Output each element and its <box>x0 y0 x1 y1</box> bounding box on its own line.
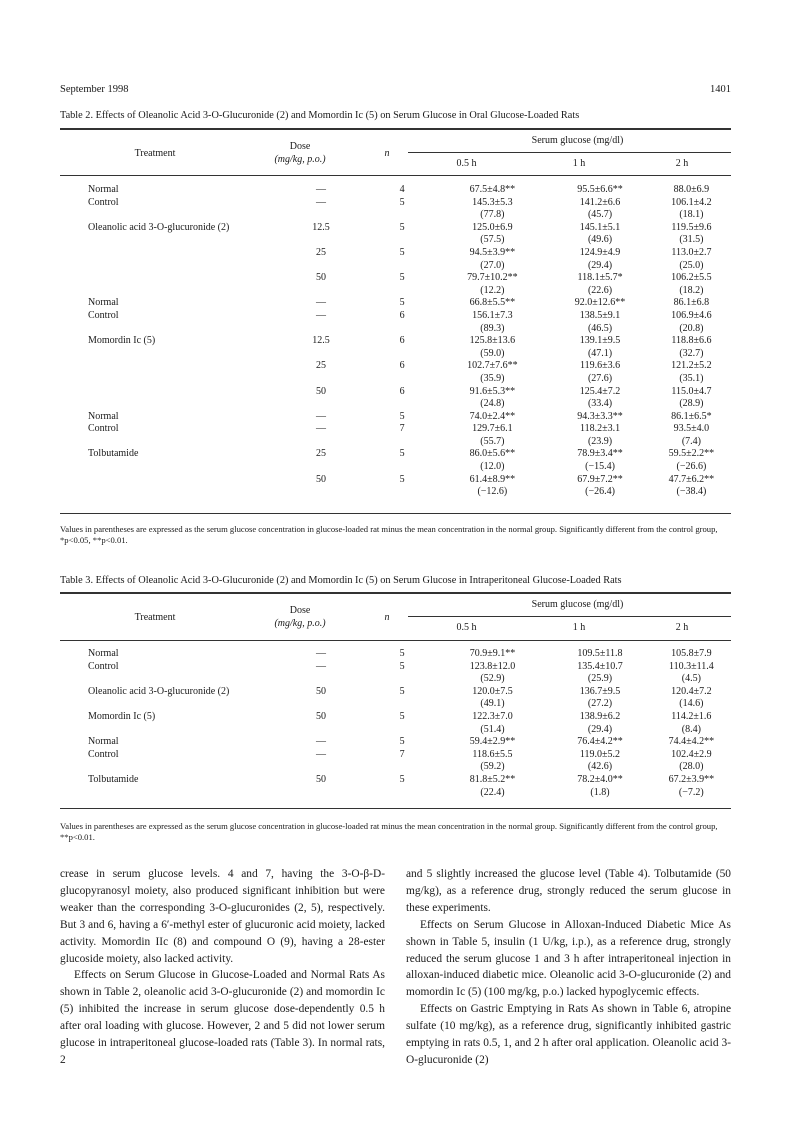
table2-cell-n: 5 <box>399 410 405 422</box>
table2-row <box>60 209 731 222</box>
table3-footnote: Values in parentheses are expressed as the serum glucose concentration in glucose-loaded rat minus the mean concentration in the normal group. Significantly different from the control group, **p<0.01. <box>60 821 718 842</box>
table3-cell-treatment: Control <box>88 748 119 760</box>
table2-row <box>60 386 731 399</box>
table2-header-serum-glucose: Serum glucose (mg/dl) <box>531 135 624 146</box>
table2-cell-n <box>368 436 437 449</box>
table2-row <box>60 373 731 386</box>
table2-cell-glucose-2h: 47.7±6.2** <box>668 473 715 485</box>
table2-row <box>60 222 731 235</box>
table3-row <box>60 648 731 661</box>
table2-cell-glucose-0-5h: (77.8) <box>480 209 505 221</box>
table3-cell-dose: 50 <box>316 685 327 697</box>
table2-cell-treatment <box>60 247 274 260</box>
table2-cell-treatment: Control <box>88 309 119 321</box>
table3-cell-glucose-0-5h: (59.2) <box>480 761 505 773</box>
table2-cell-treatment <box>60 461 274 474</box>
table2-cell-glucose-2h: 121.2±5.2 <box>671 360 712 372</box>
table2-row <box>60 260 731 273</box>
table2-cell-glucose-2h: (−38.4) <box>676 486 707 498</box>
table3-cell-n: 5 <box>399 773 405 785</box>
table2-cell-treatment: Control <box>88 423 119 435</box>
table3-header-dose-unit: (mg/kg, p.o.) <box>274 618 326 629</box>
table2-cell-glucose-2h: (25.0) <box>679 259 704 271</box>
table3-row <box>60 724 731 737</box>
table3-cell-glucose-1h: (29.4) <box>587 723 613 735</box>
table2-cell-dose: — <box>316 410 327 422</box>
table2-header-rule <box>60 175 731 176</box>
table2-row <box>60 360 731 373</box>
table2-cell-treatment <box>60 436 274 449</box>
table2-cell-glucose-0-5h: (57.5) <box>480 234 505 246</box>
table2-cell-glucose-0-5h: 74.0±2.4** <box>469 410 516 422</box>
table2-cell-n <box>368 260 437 273</box>
table2-header-treatment: Treatment <box>134 148 176 159</box>
table3-row <box>60 749 731 762</box>
table2-cell-glucose-2h: (18.1) <box>679 209 704 221</box>
table3-subheader-rule <box>408 616 731 617</box>
table3-cell-glucose-0-5h: 59.4±2.9** <box>469 736 516 748</box>
table2-cell-glucose-1h: 145.1±5.1 <box>579 221 621 233</box>
table2-cell-glucose-1h: 95.5±6.6** <box>577 184 623 195</box>
table3-cell-n <box>368 761 437 774</box>
table2-header-2h: 2 h <box>675 158 689 169</box>
table3-cell-glucose-2h: (14.6) <box>679 698 704 710</box>
table3-cell-glucose-2h: 114.2±1.6 <box>671 710 712 722</box>
table2-cell-dose: — <box>316 297 327 309</box>
table2-cell-glucose-0-5h: (89.3) <box>480 322 505 334</box>
table2-cell-dose: 12.5 <box>312 221 330 233</box>
table3-header-1h: 1 h <box>572 622 586 633</box>
table3-row <box>60 686 731 699</box>
table2-bottom-rule <box>60 513 731 514</box>
table3-cell-glucose-0-5h: (51.4) <box>480 723 505 735</box>
table2-cell-n: 6 <box>399 309 405 321</box>
table2-cell-glucose-2h: (18.2) <box>679 284 704 296</box>
table2-cell-glucose-1h: 124.9±4.9 <box>579 246 621 258</box>
table2-row <box>60 423 731 436</box>
table2-row <box>60 448 731 461</box>
table2-cell-dose <box>274 461 368 474</box>
table2-cell-glucose-1h: 141.2±6.6 <box>579 196 621 208</box>
table2-cell-glucose-0-5h: (24.8) <box>480 398 505 410</box>
table2-cell-glucose-0-5h: 61.4±8.9** <box>469 473 516 485</box>
table3-cell-treatment: Momordin Ic (5) <box>88 710 156 722</box>
body-right-column <box>406 866 731 1069</box>
table3-row <box>60 711 731 724</box>
table2-cell-n: 5 <box>399 221 405 233</box>
table2-cell-treatment: Oleanolic acid 3-O-glucuronide (2) <box>88 221 230 233</box>
table2-cell-n <box>368 373 437 386</box>
table2-cell-glucose-0-5h: (27.0) <box>480 259 505 271</box>
running-header-date: September 1998 <box>60 84 129 95</box>
table3-cell-n: 5 <box>399 685 405 697</box>
table2-cell-treatment <box>60 398 274 411</box>
table2-cell-glucose-2h: (28.9) <box>679 398 704 410</box>
table3-cell-glucose-0-5h: 120.0±7.5 <box>472 685 513 697</box>
table2-cell-glucose-1h: (47.1) <box>587 347 613 359</box>
table3-caption: Table 3. Effects of Oleanolic Acid 3-O-Glucuronide (2) and Momordin Ic (5) on Serum Glucose in Intraperitoneal Glucose-Loaded Rats <box>60 575 622 586</box>
table2-cell-n <box>368 323 437 336</box>
table3-cell-glucose-1h: 135.4±10.7 <box>577 660 623 672</box>
table3-cell-glucose-2h: (4.5) <box>681 673 701 685</box>
table2-row <box>60 247 731 260</box>
table2-row <box>60 184 731 197</box>
table3-cell-n: 5 <box>399 736 405 748</box>
table3-cell-dose: — <box>316 648 327 659</box>
table2-cell-treatment: Normal <box>88 410 119 422</box>
table2-row <box>60 436 731 449</box>
table2-cell-glucose-2h: 93.5±4.0 <box>673 423 710 435</box>
table2-cell-glucose-0-5h: 94.5±3.9** <box>469 246 516 258</box>
table2-cell-glucose-2h: 113.0±2.7 <box>671 246 712 258</box>
table2-cell-dose <box>274 398 368 411</box>
table2-cell-glucose-1h: 78.9±3.4** <box>577 448 623 460</box>
table2-cell-dose <box>274 436 368 449</box>
table2-header-dose-unit: (mg/kg, p.o.) <box>274 154 326 165</box>
table2-cell-glucose-2h: 86.1±6.5* <box>671 410 712 422</box>
body-right-para-2: Effects on Serum Glucose in Alloxan-Induced Diabetic Mice As shown in Table 5, insulin (1 U/kg, i.p.), as a reference drug, strongly reduced the serum glucose 1 and 3 h after intraperitoneal injection in alloxan-induced diabetic mice. Oleanolic acid 3-O-glucuronide (2) and momordin Ic (5) (100 mg/kg, p.o.) lacked hypoglycemic effects. <box>406 918 731 999</box>
table2-cell-n <box>368 285 437 298</box>
table2-cell-glucose-1h: 139.1±9.5 <box>579 335 621 347</box>
table3-cell-glucose-0-5h: 70.9±9.1** <box>469 648 516 659</box>
table2-cell-n: 5 <box>399 246 405 258</box>
table3-cell-glucose-1h: (42.6) <box>587 761 613 773</box>
table2-cell-treatment: Momordin Ic (5) <box>88 335 156 347</box>
table2-cell-n: 5 <box>399 297 405 309</box>
table3-cell-treatment <box>60 673 274 686</box>
table2-cell-glucose-1h: 94.3±3.3** <box>577 410 623 422</box>
table3-cell-glucose-1h: 119.0±5.2 <box>579 748 621 760</box>
table2-header-1h: 1 h <box>572 158 586 169</box>
table3-header-rule <box>60 640 731 641</box>
table2-cell-dose <box>274 285 368 298</box>
table3-cell-glucose-2h: (28.0) <box>679 761 704 773</box>
table3-cell-glucose-2h: (−7.2) <box>678 786 704 798</box>
table2-cell-glucose-2h: (35.1) <box>679 372 704 384</box>
table2-cell-glucose-2h: (−26.6) <box>676 461 707 473</box>
table2-cell-treatment <box>60 486 274 499</box>
table3-cell-treatment <box>60 761 274 774</box>
table2-row <box>60 310 731 323</box>
table3-row <box>60 761 731 774</box>
table3-row <box>60 774 731 787</box>
table2-footnote: Values in parentheses are expressed as the serum glucose concentration in glucose-loaded rat minus the mean concentration in the normal group. Significantly different from the control group, *p<0.05, **p<0.01. <box>60 524 718 545</box>
table2-row <box>60 197 731 210</box>
table2-cell-n: 6 <box>399 360 405 372</box>
table3-cell-treatment <box>60 724 274 737</box>
table2-row <box>60 335 731 348</box>
table3-top-rule <box>60 592 731 594</box>
table2-cell-treatment: Normal <box>88 297 119 309</box>
table2-row <box>60 348 731 361</box>
table2-cell-glucose-2h: 59.5±2.2** <box>668 448 715 460</box>
table2-cell-dose: 50 <box>316 473 327 485</box>
table3-cell-n <box>368 698 437 711</box>
table2-cell-dose: 12.5 <box>312 335 330 347</box>
table2-cell-dose: — <box>316 196 327 208</box>
table3-row <box>60 673 731 686</box>
table2-cell-treatment <box>60 234 274 247</box>
table3-cell-n: 5 <box>399 648 405 659</box>
table2-cell-n: 6 <box>399 335 405 347</box>
table2-cell-dose <box>274 373 368 386</box>
table3-row <box>60 698 731 711</box>
table2-cell-n <box>368 209 437 222</box>
table3-header-n: n <box>384 612 390 623</box>
table2-cell-glucose-0-5h: 79.7±10.2** <box>467 272 518 284</box>
table2-cell-glucose-0-5h: 102.7±7.6** <box>467 360 518 372</box>
table3-cell-n <box>368 787 437 800</box>
table3-cell-treatment <box>60 787 274 800</box>
table2-row <box>60 461 731 474</box>
table2-cell-treatment: Normal <box>88 184 119 195</box>
table2-cell-glucose-1h: (23.9) <box>587 435 613 447</box>
table2-cell-glucose-0-5h: 145.3±5.3 <box>472 196 513 208</box>
table2-cell-glucose-2h: 86.1±6.8 <box>673 297 710 309</box>
table2-cell-glucose-0-5h: 91.6±5.3** <box>469 385 516 397</box>
table3-cell-n: 5 <box>399 710 405 722</box>
table2-cell-dose: — <box>316 309 327 321</box>
table2-cell-glucose-1h: 92.0±12.6** <box>574 297 626 309</box>
table3-cell-treatment: Tolbutamide <box>88 773 139 785</box>
table3-cell-dose <box>274 761 367 774</box>
table2-cell-dose <box>274 209 368 222</box>
table2-row <box>60 234 731 247</box>
table2-cell-glucose-2h: (7.4) <box>681 435 701 447</box>
table3-cell-glucose-2h: (8.4) <box>681 723 701 735</box>
table3-header-dose: Dose <box>289 605 311 616</box>
table2-cell-glucose-2h: 106.1±4.2 <box>671 196 712 208</box>
table2-cell-glucose-0-5h: (12.2) <box>480 284 505 296</box>
table3-cell-n <box>368 724 437 737</box>
table3-cell-glucose-2h: 105.8±7.9 <box>671 648 712 659</box>
table2-cell-glucose-1h: (−15.4) <box>585 461 615 473</box>
table2-cell-dose <box>274 260 368 273</box>
table2-cell-n: 5 <box>399 448 405 460</box>
table2-cell-glucose-0-5h: 125.0±6.9 <box>472 221 513 233</box>
table3-row <box>60 787 731 800</box>
table2-cell-glucose-1h: (−26.4) <box>585 486 615 498</box>
table2-cell-treatment <box>60 272 274 285</box>
table3-cell-dose <box>274 724 367 737</box>
table2-cell-glucose-0-5h: 129.7±6.1 <box>472 423 513 435</box>
table2-cell-dose: — <box>316 184 327 195</box>
table2-cell-glucose-2h: 118.8±6.6 <box>671 335 712 347</box>
table3-cell-treatment: Oleanolic acid 3-O-glucuronide (2) <box>88 685 230 697</box>
table3-cell-dose: — <box>316 748 327 760</box>
table3-cell-glucose-2h: 110.3±11.4 <box>668 660 714 672</box>
table2-cell-treatment <box>60 386 274 399</box>
table2-cell-treatment <box>60 209 274 222</box>
table2-row <box>60 474 731 487</box>
table2-cell-n: 5 <box>399 473 405 485</box>
table2-cell-glucose-0-5h: 66.8±5.5** <box>469 297 516 309</box>
table3-cell-treatment: Normal <box>88 648 119 659</box>
table2-cell-glucose-0-5h: 156.1±7.3 <box>472 309 513 321</box>
table2-cell-treatment <box>60 348 274 361</box>
table2-cell-glucose-1h: (22.6) <box>587 284 613 296</box>
table2-cell-glucose-1h: (45.7) <box>587 209 613 221</box>
table3-cell-glucose-1h: 76.4±4.2** <box>577 736 623 748</box>
table3-cell-glucose-1h: 136.7±9.5 <box>579 685 621 697</box>
table3 <box>60 648 731 799</box>
table3-cell-dose <box>274 787 367 800</box>
table3-cell-glucose-1h: (27.2) <box>587 698 613 710</box>
body-left-para-2: Effects on Serum Glucose in Glucose-Loaded and Normal Rats As shown in Table 2, oleanolic acid 3-O-glucuronide (2) and momordin Ic (5) inhibited the increase in serum glucose dose-dependently 0.5 h after oral loading with glucose. However, 2 and 5 did not lower serum glucose in intraperitoneal glucose-loaded rats (Table 3). In normal rats, 2 <box>60 969 385 1066</box>
table3-cell-glucose-0-5h: 118.6±5.5 <box>472 748 513 760</box>
table2-cell-glucose-1h: 125.4±7.2 <box>579 385 621 397</box>
table2 <box>60 184 731 499</box>
table3-cell-dose: — <box>316 660 327 672</box>
table2-cell-glucose-2h: (32.7) <box>679 347 704 359</box>
table2-header-n: n <box>384 148 390 159</box>
table3-header-serum-glucose: Serum glucose (mg/dl) <box>531 599 624 610</box>
table2-cell-dose: 25 <box>316 246 327 258</box>
table2-cell-glucose-2h: 119.5±9.6 <box>671 221 712 233</box>
table3-cell-glucose-1h: (1.8) <box>590 786 610 798</box>
table3-cell-glucose-0-5h: 122.3±7.0 <box>472 710 513 722</box>
table2-cell-dose: 25 <box>316 360 327 372</box>
table3-header-treatment: Treatment <box>134 612 176 623</box>
table2-cell-treatment: Tolbutamide <box>88 448 139 460</box>
table2-cell-n <box>368 461 437 474</box>
table3-cell-dose: 50 <box>316 710 327 722</box>
table3-header-2h: 2 h <box>675 622 689 633</box>
table2-cell-treatment <box>60 474 274 487</box>
table2-cell-n: 5 <box>399 196 405 208</box>
table2-row <box>60 297 731 310</box>
table2-row <box>60 272 731 285</box>
table3-cell-glucose-1h: 138.9±6.2 <box>579 710 621 722</box>
table2-header-dose: Dose <box>289 141 311 152</box>
table2-cell-dose <box>274 234 368 247</box>
table3-cell-glucose-2h: 102.4±2.9 <box>671 748 712 760</box>
table2-cell-treatment <box>60 323 274 336</box>
table2-cell-dose: — <box>316 423 327 435</box>
table2-cell-glucose-2h: 115.0±4.7 <box>671 385 712 397</box>
table2-cell-dose <box>274 348 368 361</box>
table2-cell-dose <box>274 486 368 499</box>
table3-cell-glucose-0-5h: (52.9) <box>480 673 505 685</box>
table3-cell-glucose-2h: 74.4±4.2** <box>668 736 715 748</box>
table2-row <box>60 285 731 298</box>
body-right-para-1: and 5 slightly increased the glucose level (Table 4). Tolbutamide (50 mg/kg), as a reference drug, strongly reduced the serum glucose in these experiments. <box>406 868 731 914</box>
table2-cell-glucose-1h: (33.4) <box>587 398 613 410</box>
table3-cell-glucose-0-5h: 81.8±5.2** <box>469 773 516 785</box>
table2-cell-glucose-1h: 118.1±5.7* <box>577 272 623 284</box>
table3-header-0-5h: 0.5 h <box>456 622 477 633</box>
table3-cell-glucose-1h: (25.9) <box>587 673 613 685</box>
table2-cell-glucose-2h: (31.5) <box>679 234 704 246</box>
table2-cell-treatment <box>60 360 274 373</box>
table2-row <box>60 323 731 336</box>
table3-cell-glucose-0-5h: (22.4) <box>480 786 505 798</box>
table2-cell-glucose-1h: 119.6±3.6 <box>579 360 621 372</box>
table3-cell-treatment <box>60 698 274 711</box>
table2-cell-treatment: Control <box>88 196 119 208</box>
table3-cell-glucose-0-5h: 123.8±12.0 <box>469 660 516 672</box>
table2-cell-n: 4 <box>399 184 405 195</box>
table2-cell-n <box>368 348 437 361</box>
table2-cell-treatment <box>60 260 274 273</box>
table3-cell-glucose-2h: 67.2±3.9** <box>668 773 715 785</box>
body-left-column <box>60 866 385 1069</box>
table2-cell-glucose-2h: 106.2±5.5 <box>671 272 712 284</box>
table2-cell-glucose-1h: (29.4) <box>587 259 613 271</box>
table2-cell-dose <box>274 323 368 336</box>
table3-cell-glucose-1h: 109.5±11.8 <box>577 648 623 659</box>
table2-cell-dose: 25 <box>316 448 327 460</box>
table2-row <box>60 486 731 499</box>
table2-cell-glucose-0-5h: 67.5±4.8** <box>469 184 516 195</box>
table2-row <box>60 411 731 424</box>
table2-cell-n <box>368 398 437 411</box>
table2-cell-glucose-1h: (49.6) <box>587 234 613 246</box>
table2-caption: Table 2. Effects of Oleanolic Acid 3-O-Glucuronide (2) and Momordin Ic (5) on Serum Glucose in Oral Glucose-Loaded Rats <box>60 110 580 121</box>
table3-cell-dose: 50 <box>316 773 327 785</box>
table2-cell-glucose-2h: (20.8) <box>679 322 704 334</box>
table3-cell-glucose-1h: 78.2±4.0** <box>577 773 623 785</box>
table2-cell-glucose-0-5h: (−12.6) <box>477 486 508 498</box>
table3-cell-treatment: Normal <box>88 736 119 748</box>
table2-cell-treatment <box>60 285 274 298</box>
table2-cell-glucose-0-5h: 125.8±13.6 <box>469 335 516 347</box>
table2-cell-glucose-2h: 106.9±4.6 <box>671 309 712 321</box>
table2-cell-dose: 50 <box>316 385 327 397</box>
table3-cell-n <box>368 673 437 686</box>
table2-cell-glucose-0-5h: (55.7) <box>480 435 505 447</box>
table2-cell-glucose-0-5h: (59.0) <box>480 347 505 359</box>
table3-cell-treatment: Control <box>88 660 119 672</box>
table3-cell-dose: — <box>316 736 327 748</box>
table2-cell-glucose-0-5h: (12.0) <box>480 461 505 473</box>
table2-cell-glucose-1h: 138.5±9.1 <box>579 309 621 321</box>
table2-cell-glucose-0-5h: (35.9) <box>480 372 505 384</box>
table2-cell-treatment <box>60 373 274 386</box>
table2-cell-n: 5 <box>399 272 405 284</box>
table3-row <box>60 736 731 749</box>
table2-top-rule <box>60 128 731 130</box>
page-number: 1401 <box>710 84 731 95</box>
table2-cell-dose: 50 <box>316 272 327 284</box>
table2-subheader-rule <box>408 152 731 153</box>
table2-cell-glucose-2h: 88.0±6.9 <box>673 184 710 195</box>
table3-cell-n: 5 <box>399 660 405 672</box>
table3-cell-dose <box>274 698 367 711</box>
table3-bottom-rule <box>60 808 731 809</box>
body-left-para-1: crease in serum glucose levels. 4 and 7, having the 3-O-β-D-glucopyranosyl moiety, also produced significant inhibition but were weaker than the corresponding 3-O-glucuronides (2, 5), respectively. But 3 and 6, having a 6′-methyl ester of glucuronic acid moiety, lacked activity. Momordin IIc (8) and compound O (9), having a 28-ester glucoside moiety, also lacked activity. <box>60 868 385 965</box>
table2-cell-glucose-1h: (27.6) <box>587 372 613 384</box>
table3-row <box>60 661 731 674</box>
table2-cell-glucose-1h: (46.5) <box>587 322 613 334</box>
table2-cell-n <box>368 486 437 499</box>
table2-cell-glucose-1h: 67.9±7.2** <box>577 473 623 485</box>
table3-cell-n: 7 <box>399 748 405 760</box>
table2-header-0-5h: 0.5 h <box>456 158 477 169</box>
table3-cell-glucose-2h: 120.4±7.2 <box>671 685 712 697</box>
body-right-para-3: Effects on Gastric Emptying in Rats As shown in Table 6, atropine sulfate (10 mg/kg), as a reference drug, significantly inhibited gastric emptying in rats 0.5, 1, and 2 h after oral application. Oleanolic acid 3-O-glucuronide (2) <box>406 1003 731 1066</box>
table2-cell-glucose-0-5h: 86.0±5.6** <box>469 448 516 460</box>
table2-cell-n: 7 <box>399 423 405 435</box>
table2-cell-glucose-1h: 118.2±3.1 <box>579 423 621 435</box>
table2-cell-n <box>368 234 437 247</box>
table2-cell-n: 6 <box>399 385 405 397</box>
table3-cell-dose <box>274 673 367 686</box>
table3-cell-glucose-0-5h: (49.1) <box>480 698 505 710</box>
table2-row <box>60 398 731 411</box>
